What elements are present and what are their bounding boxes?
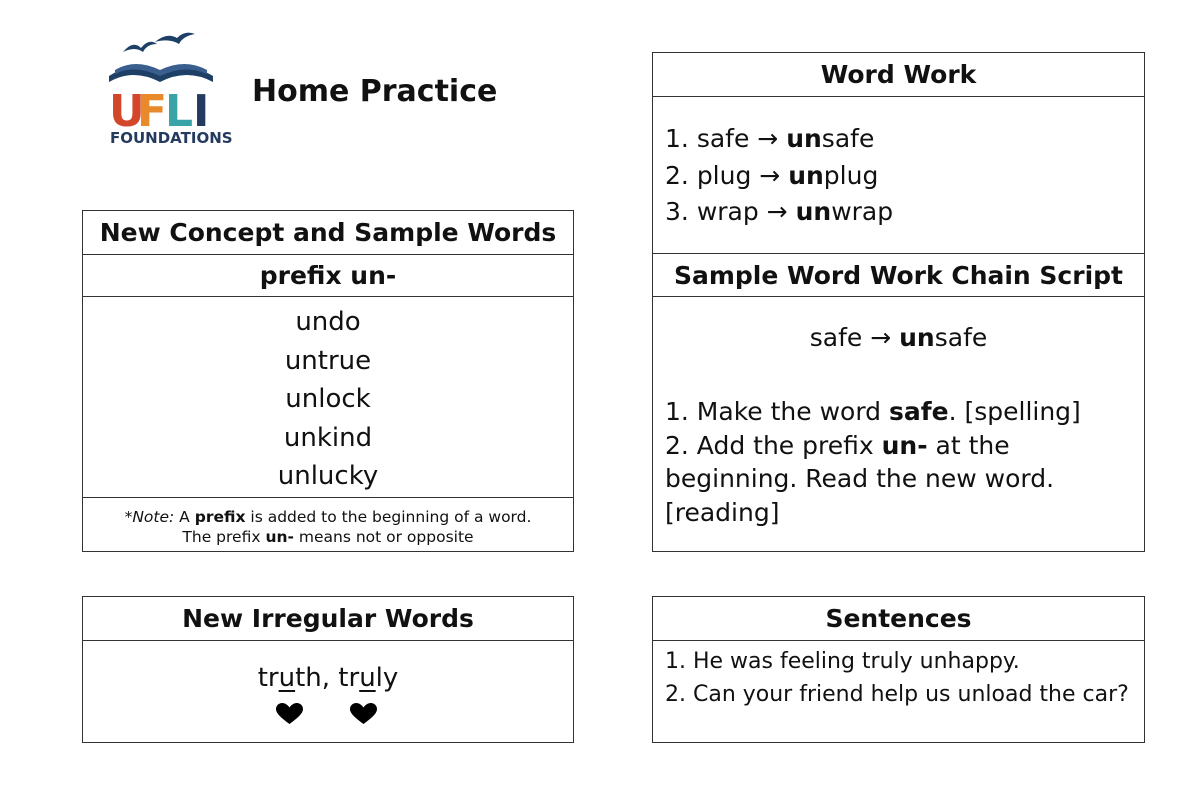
book-birds-icon: [105, 30, 233, 148]
svg-text:I: I: [193, 86, 210, 137]
sample-word: unkind: [283, 422, 373, 453]
chain-step-1: 1. Make the word safe. [spelling]: [665, 397, 1081, 426]
heart-icon: [350, 703, 377, 725]
note-label: *Note:: [124, 508, 175, 526]
irregular-word-truly: truly: [338, 663, 399, 693]
sentence-item: 1. He was feeling truly unhappy.: [665, 649, 1020, 674]
sample-word: unlock: [285, 384, 371, 415]
sample-word: untrue: [284, 345, 372, 376]
ufli-logo: [105, 30, 233, 148]
word-work-list: [665, 121, 1134, 231]
svg-text:F: F: [137, 86, 168, 137]
word-work-item: 3. wrap → unwrap: [665, 197, 894, 226]
sentence-list: [665, 647, 1132, 710]
svg-text:L: L: [165, 86, 194, 137]
sentence-item: 2. Can your friend help us unload the car?: [665, 682, 1129, 707]
svg-text:U: U: [109, 86, 145, 137]
note-line-2: The prefix un- means not or opposite: [182, 528, 474, 546]
concept-heading: New Concept and Sample Words: [83, 211, 573, 255]
note-divider: [83, 497, 573, 498]
word-work-item: 2. plug → unplug: [665, 160, 879, 190]
sample-word-list: [83, 303, 573, 496]
sentences-box: [652, 596, 1145, 743]
sentences-heading: Sentences: [653, 597, 1144, 641]
irregular-word-truth: truth: [257, 663, 322, 693]
chain-example: safe → unsafe: [809, 323, 988, 352]
irregular-box: [82, 596, 574, 743]
irregular-words: truth, truly: [257, 663, 399, 693]
svg-text:FOUNDATIONS: FOUNDATIONS: [110, 129, 233, 147]
sample-word: undo: [295, 307, 361, 337]
note-line-1: *Note: A prefix is added to the beginning of a word.: [124, 508, 532, 526]
concept-box: [82, 210, 574, 552]
chain-heading: Sample Word Work Chain Script: [653, 253, 1144, 297]
concept-subheading: prefix un-: [83, 255, 573, 297]
page-title: Home Practice: [252, 74, 498, 109]
word-work-box: [652, 52, 1145, 552]
heart-icon: [276, 703, 303, 725]
irregular-heading: New Irregular Words: [83, 597, 573, 641]
word-work-heading: Word Work: [653, 53, 1144, 97]
concept-note: [83, 507, 573, 547]
sample-word: unlucky: [277, 461, 379, 492]
chain-step-2: 2. Add the prefix un- at the beginning. Read the new word. [reading]: [665, 430, 1055, 527]
chain-steps: [665, 395, 1130, 529]
word-work-item: 1. safe → unsafe: [665, 124, 875, 153]
